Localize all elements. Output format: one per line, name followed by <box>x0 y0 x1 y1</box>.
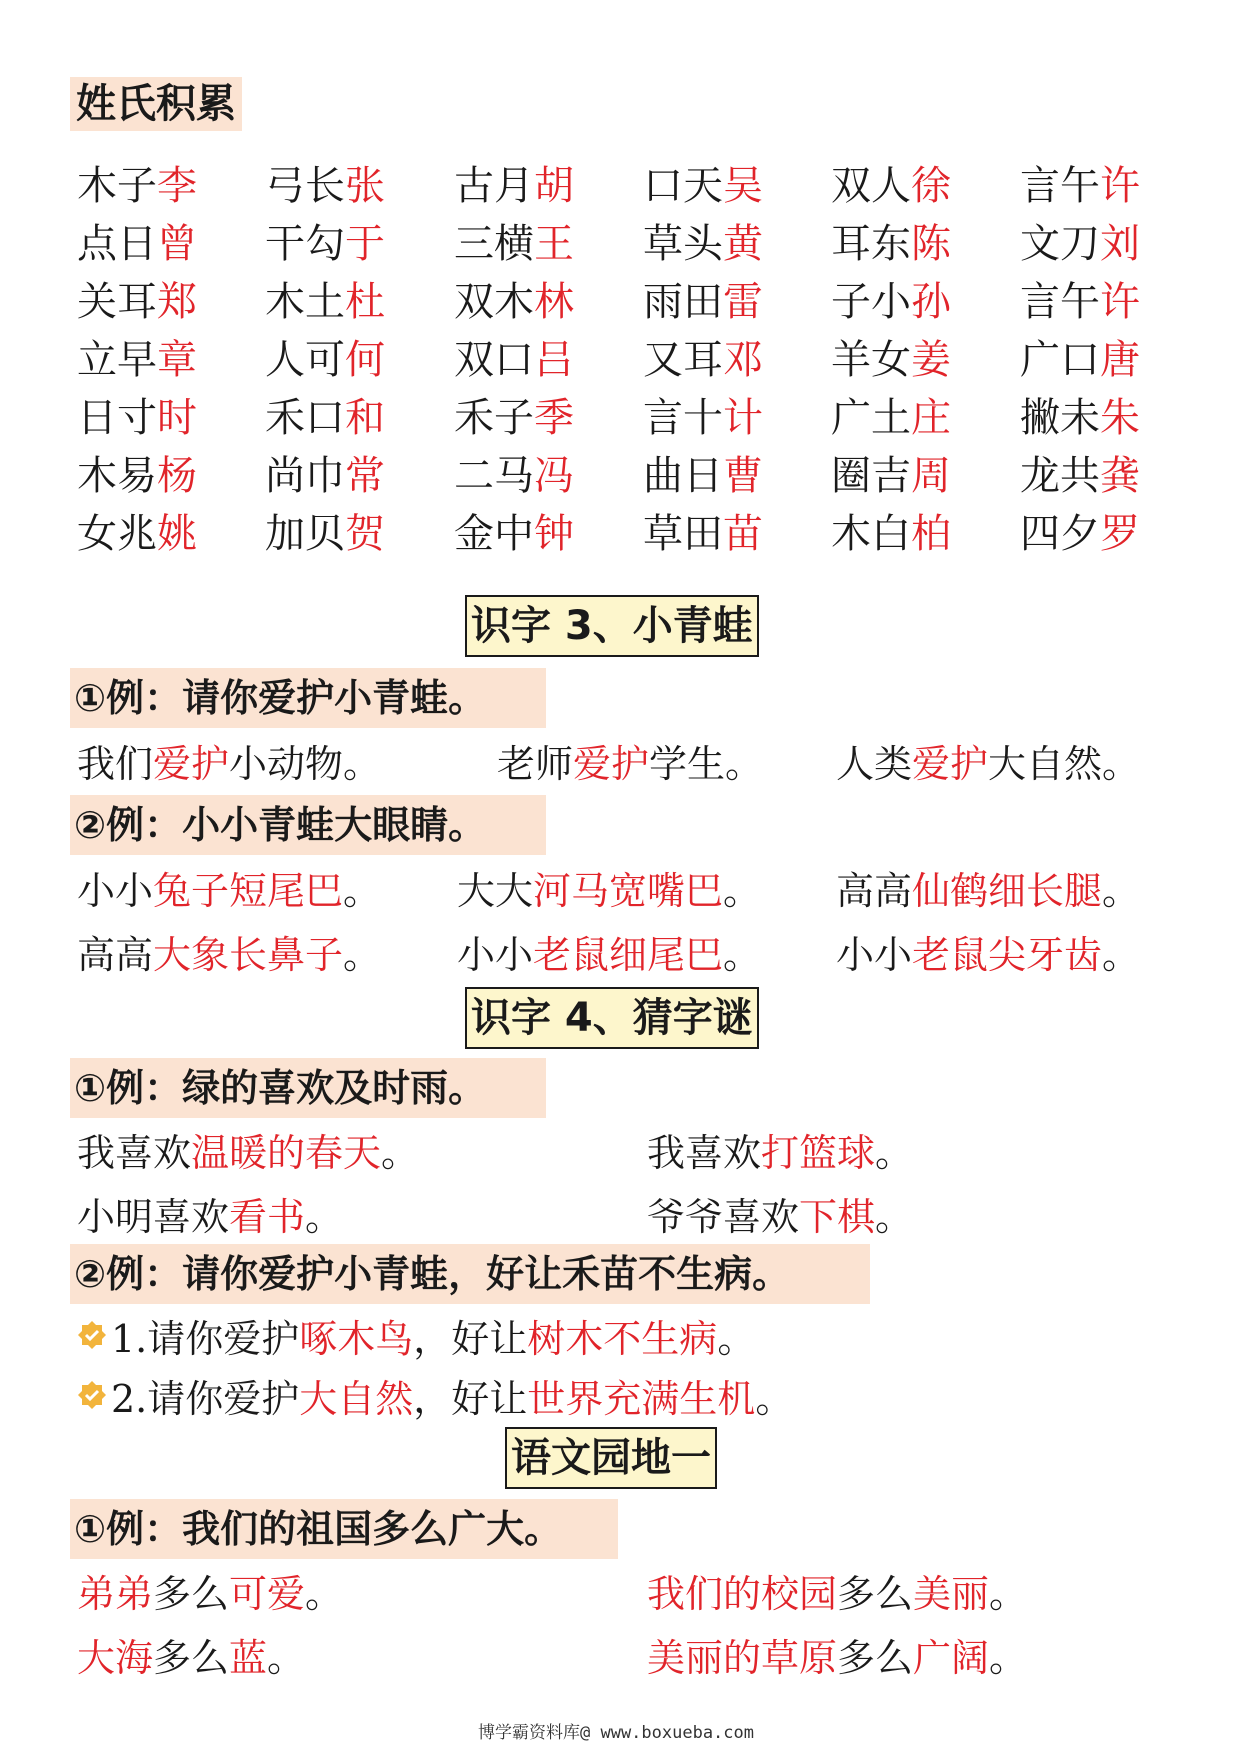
surname-character: 吕 <box>534 337 574 383</box>
surname-character: 何 <box>345 337 385 383</box>
surname-character: 冯 <box>534 453 574 499</box>
surname-item <box>831 448 951 504</box>
surname-components: 禾口 <box>265 395 345 441</box>
surname-character: 朱 <box>1100 395 1140 441</box>
surname-item <box>831 390 951 446</box>
surname-character: 钟 <box>534 511 574 557</box>
surname-character: 徐 <box>911 163 951 209</box>
surname-item <box>1020 332 1140 388</box>
surname-character: 龚 <box>1100 453 1140 499</box>
surname-character: 陈 <box>911 221 951 267</box>
surname-components: 四夕 <box>1020 511 1100 557</box>
surname-character: 吴 <box>723 163 763 209</box>
surname-item <box>643 332 763 388</box>
surname-components: 古月 <box>454 163 534 209</box>
surname-character: 周 <box>911 453 951 499</box>
surname-components: 禾子 <box>454 395 534 441</box>
surname-character: 王 <box>534 221 574 267</box>
surname-character: 杨 <box>157 453 197 499</box>
surname-item <box>454 332 574 388</box>
surname-components: 三横 <box>454 221 534 267</box>
surname-character: 刘 <box>1100 221 1140 267</box>
surname-item <box>77 274 197 330</box>
surname-item <box>77 390 197 446</box>
surname-components: 弓长 <box>265 163 345 209</box>
surname-components: 又耳 <box>643 337 723 383</box>
lesson3-title: 识字 3、小青蛙 <box>465 595 759 657</box>
surname-components: 草田 <box>643 511 723 557</box>
surname-components: 口天 <box>643 163 723 209</box>
surname-character: 黄 <box>723 221 763 267</box>
surname-components: 加贝 <box>265 511 345 557</box>
surname-item <box>1020 390 1140 446</box>
surname-components: 言午 <box>1020 279 1100 325</box>
surname-components: 广土 <box>831 395 911 441</box>
section-title-surname: 姓氏积累 <box>70 77 242 131</box>
surname-item <box>643 216 763 272</box>
lesson3-ex1-sentence-3: 人类爱护大自然。 <box>836 742 1141 786</box>
surname-components: 草头 <box>643 221 723 267</box>
garden-sentence-4: 美丽的草原多么广阔。 <box>647 1636 1028 1680</box>
surname-components: 干勾 <box>265 221 345 267</box>
surname-character: 胡 <box>534 163 574 209</box>
surname-item <box>454 274 574 330</box>
surname-item <box>454 506 574 562</box>
surname-item <box>454 216 574 272</box>
surname-item <box>265 274 385 330</box>
surname-character: 苗 <box>723 511 763 557</box>
surname-components: 木白 <box>831 511 911 557</box>
lesson4-ex2-sentence-1: 1.请你爱护啄木鸟，好让树木不生病。 <box>77 1313 755 1365</box>
surname-components: 木子 <box>77 163 157 209</box>
surname-components: 点日 <box>77 221 157 267</box>
surname-character: 唐 <box>1100 337 1140 383</box>
surname-item <box>1020 448 1140 504</box>
surname-components: 木易 <box>77 453 157 499</box>
surname-components: 双人 <box>831 163 911 209</box>
surname-item <box>454 158 574 214</box>
surname-components: 双木 <box>454 279 534 325</box>
surname-item <box>643 506 763 562</box>
lesson3-ex2-sentence-4: 高高大象长鼻子。 <box>77 933 382 977</box>
surname-item <box>77 448 197 504</box>
surname-item <box>1020 506 1140 562</box>
surname-components: 龙共 <box>1020 453 1100 499</box>
surname-character: 许 <box>1100 279 1140 325</box>
surname-character: 计 <box>723 395 763 441</box>
surname-components: 日寸 <box>77 395 157 441</box>
surname-character: 雷 <box>723 279 763 325</box>
surname-item <box>265 448 385 504</box>
surname-item <box>1020 216 1140 272</box>
surname-character: 于 <box>345 221 385 267</box>
garden-sentence-1: 弟弟多么可爱。 <box>77 1572 344 1616</box>
surname-character: 姜 <box>911 337 951 383</box>
lesson3-ex2-sentence-6: 小小老鼠尖牙齿。 <box>836 933 1141 977</box>
check-badge-icon <box>77 1380 107 1410</box>
lesson4-ex1-sentence-3: 小明喜欢看书。 <box>77 1195 344 1239</box>
surname-character: 季 <box>534 395 574 441</box>
garden-sentence-2: 我们的校园多么美丽。 <box>647 1572 1028 1616</box>
footer-watermark: 博学霸资料库@ www.boxueba.com <box>478 1723 754 1743</box>
garden-example-1: ①例：我们的祖国多么广大。 <box>70 1499 618 1559</box>
surname-item <box>831 274 951 330</box>
surname-item <box>265 216 385 272</box>
lesson3-example-1: ①例：请你爱护小青蛙。 <box>70 668 546 728</box>
surname-item <box>265 506 385 562</box>
lesson4-example-1: ①例：绿的喜欢及时雨。 <box>70 1058 546 1118</box>
surname-components: 女兆 <box>77 511 157 557</box>
lesson3-ex2-sentence-3: 高高仙鹤细长腿。 <box>836 869 1141 913</box>
surname-item <box>643 274 763 330</box>
surname-character: 章 <box>157 337 197 383</box>
surname-components: 圈吉 <box>831 453 911 499</box>
surname-item <box>831 158 951 214</box>
surname-character: 罗 <box>1100 511 1140 557</box>
surname-character: 张 <box>345 163 385 209</box>
surname-character: 许 <box>1100 163 1140 209</box>
surname-character: 林 <box>534 279 574 325</box>
surname-character: 曹 <box>723 453 763 499</box>
surname-item <box>454 448 574 504</box>
surname-item <box>265 332 385 388</box>
surname-character: 贺 <box>345 511 385 557</box>
lesson4-ex1-sentence-4: 爷爷喜欢下棋。 <box>647 1195 914 1239</box>
lesson4-ex1-sentence-2: 我喜欢打篮球。 <box>647 1131 914 1175</box>
garden-sentence-3: 大海多么蓝。 <box>77 1636 306 1680</box>
surname-item <box>454 390 574 446</box>
surname-components: 雨田 <box>643 279 723 325</box>
surname-components: 文刀 <box>1020 221 1100 267</box>
surname-character: 李 <box>157 163 197 209</box>
surname-character: 杜 <box>345 279 385 325</box>
surname-item <box>1020 274 1140 330</box>
surname-character: 姚 <box>157 511 197 557</box>
surname-components: 言午 <box>1020 163 1100 209</box>
lesson4-title: 识字 4、猜字谜 <box>465 987 759 1049</box>
surname-item <box>1020 158 1140 214</box>
lesson3-ex1-sentence-1: 我们爱护小动物。 <box>77 742 382 786</box>
surname-components: 撇未 <box>1020 395 1100 441</box>
surname-item <box>831 332 951 388</box>
check-badge-icon <box>77 1320 107 1350</box>
surname-components: 广口 <box>1020 337 1100 383</box>
lesson3-ex2-sentence-5: 小小老鼠细尾巴。 <box>457 933 762 977</box>
lesson3-ex2-sentence-2: 大大河马宽嘴巴。 <box>457 869 762 913</box>
surname-character: 和 <box>345 395 385 441</box>
surname-components: 双口 <box>454 337 534 383</box>
surname-item <box>831 216 951 272</box>
lesson3-ex1-sentence-2: 老师爱护学生。 <box>497 742 764 786</box>
surname-components: 尚巾 <box>265 453 345 499</box>
surname-item <box>77 332 197 388</box>
garden-title: 语文园地一 <box>505 1427 717 1489</box>
surname-item <box>77 506 197 562</box>
surname-components: 曲日 <box>643 453 723 499</box>
surname-components: 金中 <box>454 511 534 557</box>
surname-item <box>265 390 385 446</box>
surname-character: 孙 <box>911 279 951 325</box>
lesson3-ex2-sentence-1: 小小兔子短尾巴。 <box>77 869 382 913</box>
surname-item <box>77 158 197 214</box>
surname-character: 时 <box>157 395 197 441</box>
surname-components: 立早 <box>77 337 157 383</box>
lesson4-ex1-sentence-1: 我喜欢温暖的春天。 <box>77 1131 420 1175</box>
lesson4-ex2-sentence-2: 2.请你爱护大自然，好让世界充满生机。 <box>77 1373 793 1425</box>
surname-components: 关耳 <box>77 279 157 325</box>
surname-components: 耳东 <box>831 221 911 267</box>
surname-item <box>643 158 763 214</box>
surname-components: 言十 <box>643 395 723 441</box>
surname-components: 木土 <box>265 279 345 325</box>
surname-character: 邓 <box>723 337 763 383</box>
surname-components: 子小 <box>831 279 911 325</box>
surname-components: 羊女 <box>831 337 911 383</box>
surname-character: 庄 <box>911 395 951 441</box>
surname-item <box>831 506 951 562</box>
surname-item <box>643 448 763 504</box>
lesson4-example-2: ②例：请你爱护小青蛙，好让禾苗不生病。 <box>70 1244 870 1304</box>
surname-character: 柏 <box>911 511 951 557</box>
surname-item <box>643 390 763 446</box>
surname-components: 二马 <box>454 453 534 499</box>
lesson3-example-2: ②例：小小青蛙大眼睛。 <box>70 795 546 855</box>
surname-character: 常 <box>345 453 385 499</box>
surname-character: 郑 <box>157 279 197 325</box>
surname-item <box>265 158 385 214</box>
surname-item <box>77 216 197 272</box>
surname-character: 曾 <box>157 221 197 267</box>
surname-components: 人可 <box>265 337 345 383</box>
